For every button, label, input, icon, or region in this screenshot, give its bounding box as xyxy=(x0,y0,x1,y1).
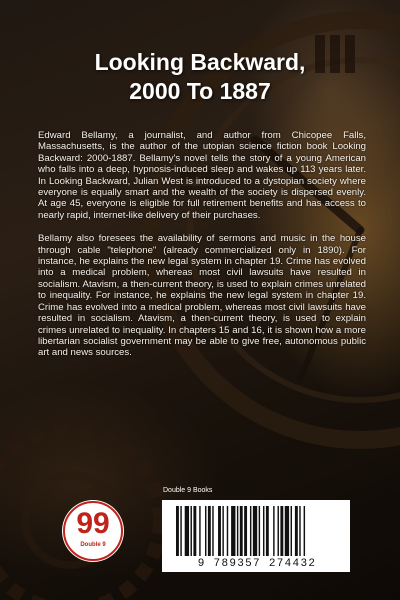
barcode-bar xyxy=(299,506,300,556)
barcode-bar xyxy=(285,506,289,556)
barcode-bar xyxy=(295,506,298,556)
barcode-bar xyxy=(212,506,213,556)
book-title xyxy=(0,48,400,106)
barcode-bar xyxy=(250,506,251,556)
barcode-bar xyxy=(218,506,221,556)
barcode-bar xyxy=(191,506,192,556)
barcode-bar xyxy=(278,506,279,556)
barcode-bar xyxy=(291,506,292,556)
description-paragraph-2: Bellamy also foresees the availability of sermons and music in the house through cable "telephone" (already commercialized only in 1890). For instance, he explains the new legal system in chapter 19. Crime has evolved into a medical problem, whereas most civil lawsuits have resulted in socialism. Atavism, a then-current theory, is used to explain crimes unrelated to inequality. For instance, he explains the new legal system in chapter 19. Crime has evolved into a medical problem, whereas most civil lawsuits have resulted in socialism. Atavism, a then-current theory, is used to explain crimes unrelated to inequality. In chapters 15 and 16, it is shown how a more libertarian socialist government may be able to give free, autonomous public art and news sources. xyxy=(38,233,366,359)
barcode-bar xyxy=(199,506,200,556)
barcode-bar xyxy=(208,506,211,556)
barcode-bar xyxy=(237,506,238,556)
isbn-barcode xyxy=(162,500,350,572)
barcode-bar xyxy=(176,506,179,556)
barcode-bar xyxy=(280,506,283,556)
logo-number: 99 xyxy=(76,507,110,540)
barcode-bar xyxy=(273,506,274,556)
isbn-number: 9 789357 274432 xyxy=(197,558,317,570)
barcode-bar xyxy=(205,506,206,556)
barcode-bar xyxy=(193,506,196,556)
title-line-2: 2000 To 1887 xyxy=(129,78,271,104)
barcode-bar xyxy=(231,506,235,556)
barcode-bar xyxy=(227,506,228,556)
barcode-bar xyxy=(266,506,269,556)
description-paragraph-1: Edward Bellamy, a journalist, and author from Chicopee Falls, Massachusetts, is the author of the utopian science fiction book Looking Backward: 2000-1887. Bellamy's novel tells the story of a young American who falls into a deep, hypnosis-induced sleep and wakes up 113 years later. In Looking Backward, Julian West is introduced to a dystopian society where everyone is equally smart and the wealth of the society is dispersed evenly. At age 45, everyone is eligible for full retirement benefits and has access to nearly rapid, internet-like delivery of their purchases. xyxy=(38,130,366,221)
book-description xyxy=(38,130,366,371)
publisher-label: Double 9 Books xyxy=(163,487,213,494)
barcode-bar xyxy=(263,506,264,556)
barcode-bar xyxy=(240,506,243,556)
barcode-bar xyxy=(304,506,305,556)
barcode-bar xyxy=(185,506,189,556)
barcode-bar xyxy=(253,506,257,556)
barcode-bar xyxy=(259,506,260,556)
title-line-1: Looking Backward, xyxy=(94,49,306,75)
logo-text: Double 9 xyxy=(80,542,106,548)
publisher-logo xyxy=(62,500,124,562)
barcode-bar xyxy=(180,506,181,556)
barcode-bar xyxy=(222,506,223,556)
barcode-bar xyxy=(244,506,247,556)
